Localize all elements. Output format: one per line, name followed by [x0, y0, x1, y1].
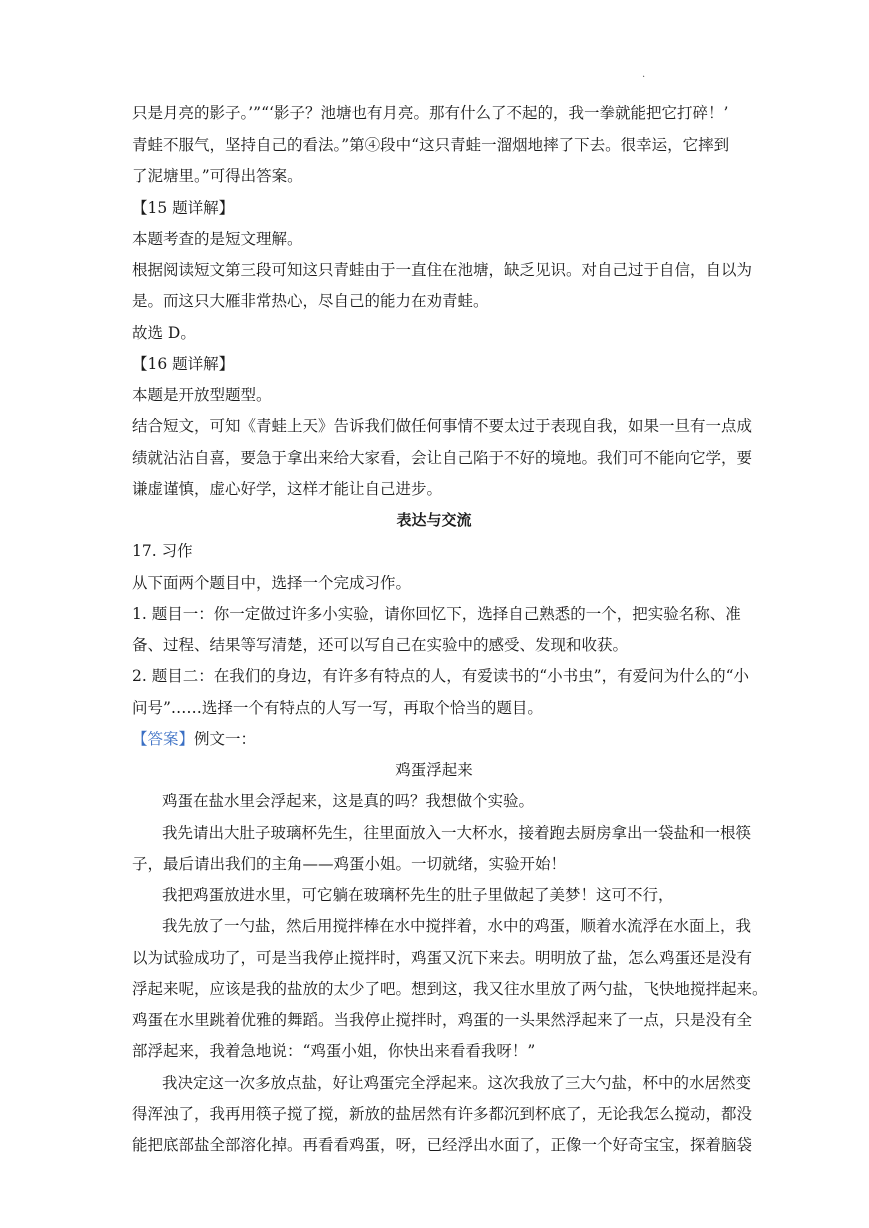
topic-two: 问号”……选择一个有特点的人写一写，再取个恰当的题目。: [132, 699, 543, 717]
section-title: 表达与交流: [396, 511, 472, 529]
essay-line: 部浮起来，我着急地说：“鸡蛋小姐，你快出来看看我呀！”: [132, 1042, 536, 1060]
essay-line: 子，最后请出我们的主角——鸡蛋小姐。一切就绪，实验开始！: [132, 855, 567, 873]
text-line: 青蛙不服气，坚持自己的看法。”第④段中“这只青蛙一溜烟地摔了下去。很幸运，它摔到: [132, 136, 730, 154]
essay-line: 我决定这一次多放点盐，好让鸡蛋完全浮起来。这次我放了三大勺盐，杯中的水居然变: [162, 1074, 752, 1092]
section-heading-15: 【15 题详解】: [132, 199, 235, 217]
essay-line: 得浑浊了，我再用筷子搅了搅，新放的盐居然有许多都沉到杯底了，无论我怎么搅动，都没: [132, 1105, 753, 1123]
essay-line: 我把鸡蛋放进水里，可它躺在玻璃杯先生的肚子里做起了美梦！这可不行，: [162, 886, 674, 904]
topic-one: 1. 题目一：你一定做过许多小实验，请你回忆下，选择自己熟悉的一个，把实验名称、准: [132, 605, 741, 623]
essay-line: 鸡蛋在盐水里会浮起来，这是真的吗？我想做个实验。: [162, 792, 535, 810]
answer-line: [132, 729, 744, 749]
text-line: 谦虚谨慎，虚心好学，这样才能让自己进步。: [132, 480, 443, 498]
text-line: 根据阅读短文第三段可知这只青蛙由于一直住在池塘，缺乏见识。对自己过于自信，自以为: [132, 261, 753, 279]
text-line: 结合短文，可知《青蛙上天》告诉我们做任何事情不要太过于表现自我，如果一旦有一点成: [132, 417, 753, 435]
topic-one: 备、过程、结果等写清楚，还可以写自己在实验中的感受、发现和收获。: [132, 636, 629, 654]
page-dot: .: [642, 69, 646, 80]
question-title: 17. 习作: [132, 542, 193, 560]
text-line: 只是月亮的影子。’”“‘影子？池塘也有月亮。那有什么了不起的，我一拳就能把它打碎！’: [132, 104, 729, 122]
answer-label: 例文一：: [194, 730, 257, 748]
essay-line: 浮起来呢，应该是我的盐放的太少了吧。想到这，我又往水里放了两勺盐，飞快地搅拌起来。: [132, 980, 768, 998]
essay-title: 鸡蛋浮起来: [395, 761, 473, 779]
essay-line: 以为试验成功了，可是当我停止搅拌时，鸡蛋又沉下来去。明明放了盐，怎么鸡蛋还是没有: [132, 949, 753, 967]
essay-line: 我先请出大肚子玻璃杯先生，往里面放入一大杯水，接着跑去厨房拿出一袋盐和一根筷: [162, 824, 752, 842]
answer-tag: 【答案】: [132, 730, 195, 748]
question-intro: 从下面两个题目中，选择一个完成习作。: [132, 574, 412, 592]
text-line: 绩就沾沾自喜，要急于拿出来给大家看，会让自己陷于不好的境地。我们可不能向它学，要: [132, 449, 753, 467]
text-line: 本题是开放型题型。: [132, 386, 272, 404]
text-line: 是。而这只大雁非常热心，尽自己的能力在劝青蛙。: [132, 292, 489, 310]
essay-line: 能把底部盐全部溶化掉。再看看鸡蛋，呀，已经浮出水面了，正像一个好奇宝宝，探着脑袋: [132, 1136, 753, 1154]
section-heading-16: 【16 题详解】: [132, 355, 235, 373]
text-line: 本题考查的是短文理解。: [132, 230, 303, 248]
text-line: 了泥塘里。”可得出答案。: [132, 167, 303, 185]
essay-line: 鸡蛋在水里跳着优雅的舞蹈。当我停止搅拌时，鸡蛋的一头果然浮起来了一点，只是没有全: [132, 1011, 753, 1029]
text-line: 故选 D。: [132, 324, 196, 342]
topic-two: 2. 题目二：在我们的身边，有许多有特点的人，有爱读书的“小书虫”，有爱问为什么的“小: [132, 667, 749, 685]
essay-line: 我先放了一勺盐，然后用搅拌棒在水中搅拌着，水中的鸡蛋，顺着水流浮在水面上，我: [162, 917, 752, 935]
